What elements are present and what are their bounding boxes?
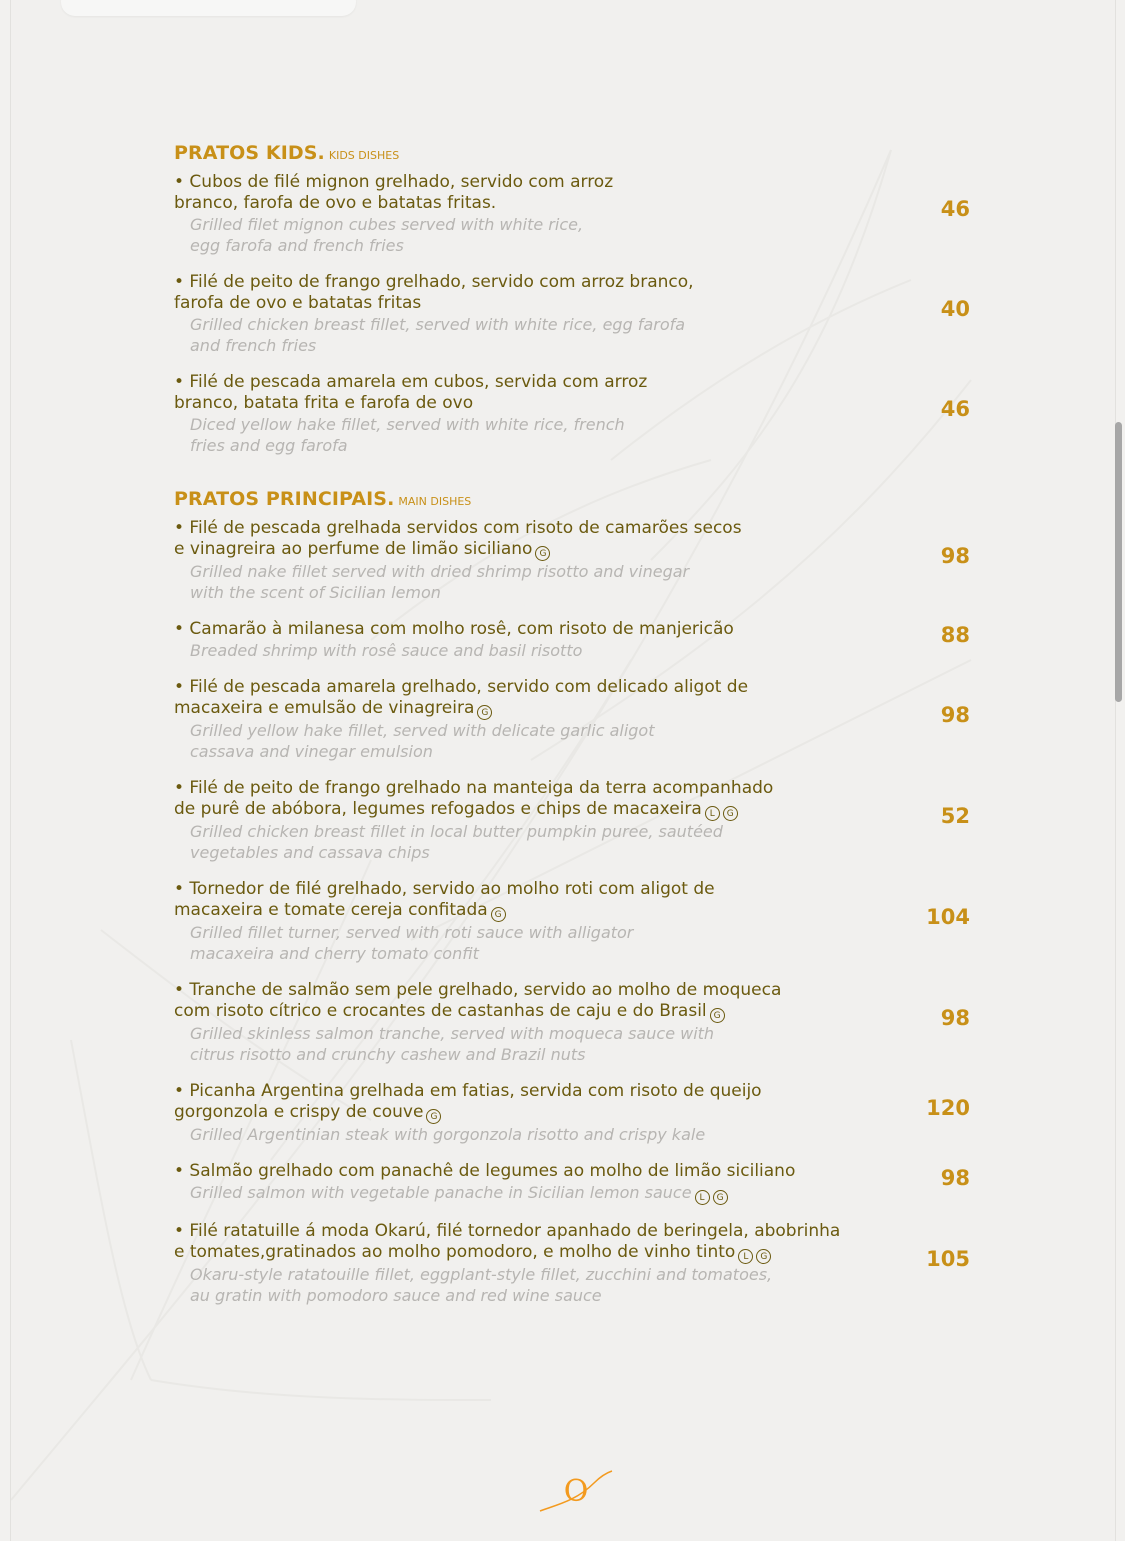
menu-item bbox=[174, 778, 974, 863]
dish-description bbox=[174, 561, 850, 603]
menu-item bbox=[174, 980, 974, 1065]
menu-item bbox=[174, 677, 974, 762]
dish-description bbox=[174, 922, 850, 964]
gluten-free-icon: G bbox=[491, 907, 506, 922]
dish-name-text: • Tornedor de filé grelhado, servido ao molho roti com aligot de macaxeira e tomate cereja confitada bbox=[174, 879, 715, 920]
price: 98 bbox=[940, 543, 970, 568]
dish-name bbox=[174, 172, 864, 214]
top-pill bbox=[61, 0, 356, 16]
price: 46 bbox=[940, 397, 970, 421]
dish-name bbox=[174, 518, 864, 561]
dish-description bbox=[174, 640, 850, 661]
dish-description bbox=[174, 1182, 850, 1205]
dish-description-text: Diced yellow hake fillet, served with white rice, french fries and egg farofa bbox=[190, 415, 625, 455]
scrollbar[interactable] bbox=[1115, 422, 1122, 702]
dish-description-text: Grilled salmon with vegetable panache in Sicilian lemon sauce bbox=[190, 1183, 692, 1202]
dish-description-text: Grilled chicken breast fillet in local butter pumpkin puree, sautéed vegetables and cassava chips bbox=[190, 822, 723, 862]
section-title-text: PRATOS KIDS. bbox=[174, 142, 325, 164]
dish-name-text: • Cubos de filé mignon grelhado, servido com arroz branco, farofa de ovo e batatas fritas. bbox=[174, 172, 614, 213]
price: 98 bbox=[940, 702, 970, 727]
dish-description-text: Grilled fillet turner, served with roti sauce with alligator macaxeira and cherry tomato confit bbox=[190, 923, 634, 963]
section-subtitle: KIDS DISHES bbox=[328, 149, 400, 162]
gluten-free-icon: G bbox=[477, 705, 492, 720]
price: 120 bbox=[926, 1096, 970, 1120]
dish-description-text: Grilled yellow hake fillet, served with delicate garlic aligot cassava and vinegar emulsion bbox=[190, 721, 655, 761]
dish-description-text: Grilled Argentinian steak with gorgonzola risotto and crispy kale bbox=[190, 1125, 706, 1144]
price: 40 bbox=[940, 297, 970, 321]
menu-item bbox=[174, 518, 974, 603]
dish-description bbox=[174, 1023, 850, 1065]
menu-item bbox=[174, 372, 974, 456]
dish-description-text: Breaded shrimp with rosê sauce and basil risotto bbox=[190, 641, 583, 660]
section-title-text: PRATOS PRINCIPAIS. bbox=[174, 488, 395, 510]
price: 46 bbox=[940, 197, 970, 221]
section-subtitle: MAIN DISHES bbox=[398, 495, 472, 508]
menu-item bbox=[174, 1081, 974, 1145]
dish-description bbox=[174, 720, 850, 762]
gluten-free-icon: G bbox=[426, 1109, 441, 1124]
dish-name bbox=[174, 372, 864, 414]
menu-page bbox=[10, 0, 1116, 1541]
dish-description bbox=[174, 821, 850, 863]
gluten-free-icon: G bbox=[756, 1249, 771, 1264]
price: 98 bbox=[940, 1166, 970, 1190]
dish-name-text: • Picanha Argentina grelhada em fatias, servida com risoto de queijo gorgonzola e crispy de couve bbox=[174, 1081, 762, 1122]
price: 98 bbox=[940, 1005, 970, 1030]
dish-name bbox=[174, 1081, 864, 1124]
dish-description bbox=[174, 1124, 850, 1145]
menu-item bbox=[174, 1221, 974, 1306]
dish-name-text: • Salmão grelhado com panachê de legumes ao molho de limão siciliano bbox=[174, 1161, 796, 1181]
dish-name-text: • Camarão à milanesa com molho rosê, com risoto de manjericão bbox=[174, 619, 734, 639]
dish-description bbox=[174, 414, 850, 456]
dish-name-text: • Filé de pescada amarela em cubos, servida com arroz branco, batata frita e farofa de ovo bbox=[174, 372, 648, 413]
section-title bbox=[174, 142, 974, 164]
dish-description bbox=[174, 314, 850, 356]
dish-name bbox=[174, 1161, 864, 1182]
price: 52 bbox=[940, 803, 970, 828]
dish-description bbox=[174, 1264, 850, 1306]
dish-name-text: • Filé de pescada grelhada servidos com risoto de camarões secos e vinagreira ao perfume de limão siciliano bbox=[174, 518, 742, 559]
logo-letter: O bbox=[563, 1474, 589, 1509]
dish-description-text: Okaru-style ratatouille fillet, eggplant-style fillet, zucchini and tomatoes, au gratin with pomodoro sauce and red wine sauce bbox=[190, 1265, 773, 1305]
dish-name bbox=[174, 619, 864, 640]
menu-item bbox=[174, 272, 974, 356]
dish-name-text: • Tranche de salmão sem pele grelhado, servido ao molho de moqueca com risoto cítrico e crocantes de castanhas de caju e do Brasil bbox=[174, 980, 782, 1021]
dish-name bbox=[174, 879, 864, 922]
price: 88 bbox=[940, 623, 970, 647]
gluten-free-icon: G bbox=[723, 806, 738, 821]
price: 105 bbox=[926, 1246, 970, 1271]
dish-description-text: Grilled filet mignon cubes served with white rice, egg farofa and french fries bbox=[190, 215, 584, 255]
price: 104 bbox=[926, 904, 970, 929]
dish-name bbox=[174, 272, 864, 314]
dish-name bbox=[174, 980, 864, 1023]
menu-item bbox=[174, 619, 974, 661]
menu-item bbox=[174, 172, 974, 256]
dish-name-text: • Filé de peito de frango grelhado na manteiga da terra acompanhado de purê de abóbora, legumes refogados e chips de macaxeira bbox=[174, 778, 774, 819]
dish-name-text: • Filé de peito de frango grelhado, servido com arroz branco, farofa de ovo e batatas fritas bbox=[174, 272, 694, 313]
dish-name bbox=[174, 1221, 864, 1264]
gluten-free-icon: G bbox=[535, 546, 550, 561]
menu-item bbox=[174, 879, 974, 964]
dish-name-text: • Filé de pescada amarela grelhado, servido com delicado aligot de macaxeira e emulsão de vinagreira bbox=[174, 677, 749, 718]
section-spacer bbox=[174, 472, 974, 488]
okaru-logo bbox=[536, 1463, 616, 1519]
lactose-free-icon: L bbox=[695, 1190, 710, 1205]
dish-name bbox=[174, 778, 864, 821]
lactose-free-icon: L bbox=[738, 1249, 753, 1264]
dish-description bbox=[174, 214, 850, 256]
dish-name-text: • Filé ratatuille á moda Okarú, filé tornedor apanhado de beringela, abobrinha e tomates,gratinados ao molho pomodoro, e molho de vinho tinto bbox=[174, 1221, 841, 1262]
menu-item bbox=[174, 1161, 974, 1205]
section-title bbox=[174, 488, 974, 510]
dish-description-text: Grilled chicken breast fillet, served with white rice, egg farofa and french fries bbox=[190, 315, 686, 355]
dish-description-text: Grilled nake fillet served with dried shrimp risotto and vinegar with the scent of Sicilian lemon bbox=[190, 562, 690, 602]
gluten-free-icon: G bbox=[710, 1008, 725, 1023]
menu bbox=[174, 142, 974, 1322]
lactose-free-icon: L bbox=[705, 806, 720, 821]
dish-description-text: Grilled skinless salmon tranche, served with moqueca sauce with citrus risotto and crunchy cashew and Brazil nuts bbox=[190, 1024, 715, 1064]
dish-name bbox=[174, 677, 864, 720]
gluten-free-icon: G bbox=[713, 1190, 728, 1205]
